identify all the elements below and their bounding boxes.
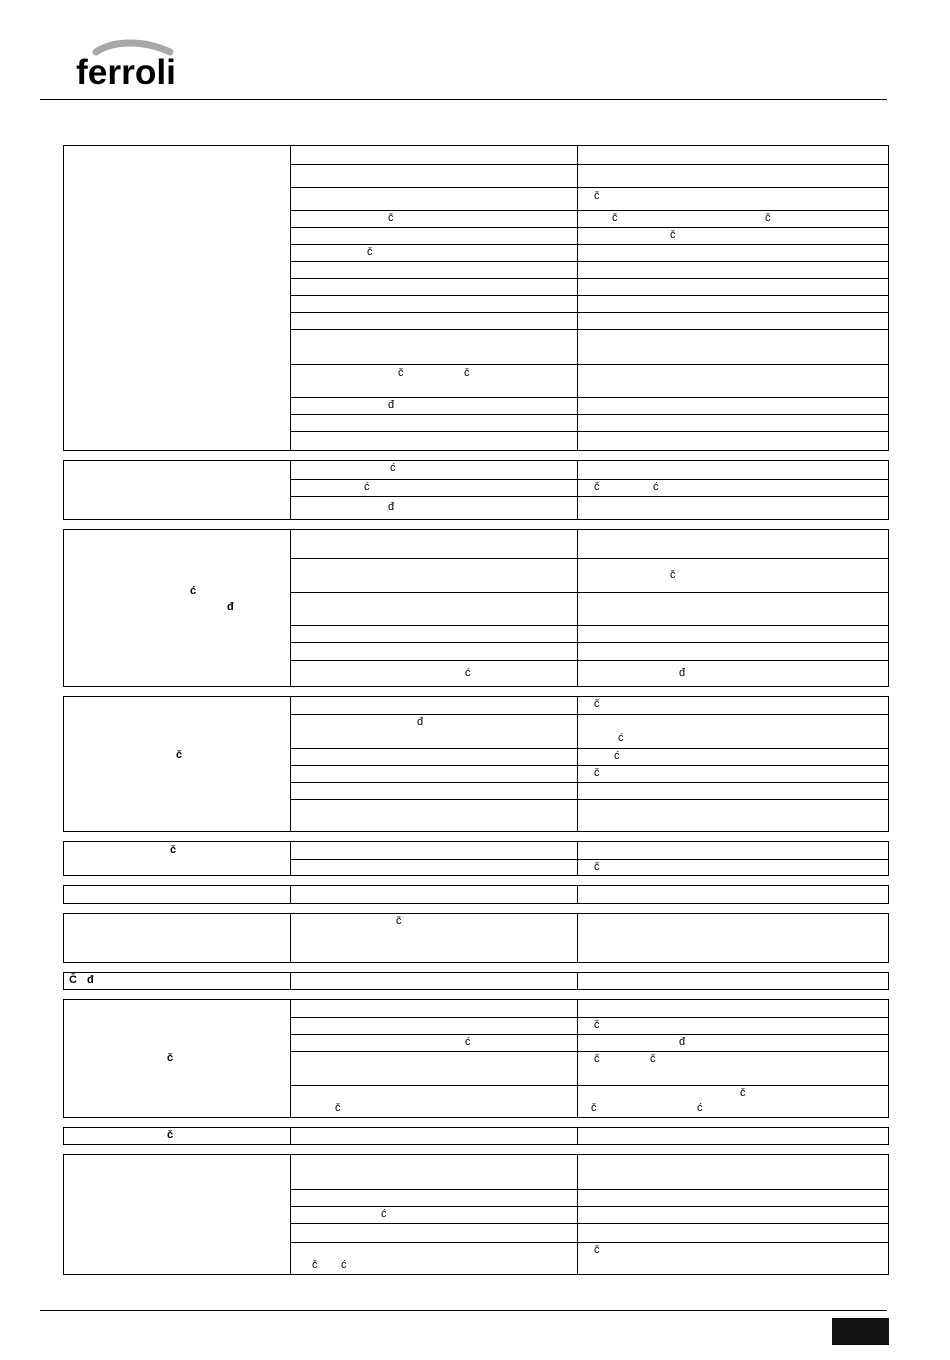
cell-text: ć [618, 732, 624, 744]
table-cell [578, 432, 888, 450]
table-cell [291, 860, 578, 875]
table-cell [578, 973, 888, 989]
cell-text: č [594, 861, 600, 873]
table-row [291, 1034, 888, 1051]
table-cell [578, 1000, 888, 1017]
table-cell [291, 415, 578, 431]
cell-text: ć [341, 1259, 347, 1271]
table-cell [578, 1190, 888, 1206]
table-cell [578, 279, 888, 295]
table-cell [291, 1018, 578, 1034]
table-cell [578, 165, 888, 187]
cell-text: ć [697, 1102, 703, 1114]
spec-section-10 [63, 1127, 889, 1145]
section-label [64, 886, 291, 903]
table-row [291, 278, 888, 295]
table-cell [291, 1086, 578, 1117]
table-cell [578, 211, 888, 227]
table-cell [578, 313, 888, 329]
table-cell [578, 415, 888, 431]
svg-text:ferroli: ferroli [76, 53, 176, 92]
table-cell [291, 330, 578, 364]
table-cell [291, 593, 578, 625]
table-cell [578, 1052, 888, 1085]
cell-text: đ [679, 667, 686, 679]
table-row [291, 592, 888, 625]
table-cell [291, 245, 578, 261]
table-cell [291, 800, 578, 831]
spec-section-2 [63, 460, 889, 520]
label-text: đ [227, 601, 234, 613]
spec-section-5 [63, 841, 889, 876]
table-cell [578, 1128, 888, 1144]
table-row [291, 886, 888, 903]
table-row [291, 227, 888, 244]
table-cell [578, 296, 888, 312]
label-text: Č [69, 974, 77, 986]
table-cell [291, 165, 578, 187]
cell-text: đ [388, 501, 395, 513]
table-cell [578, 886, 888, 903]
table-row [291, 364, 888, 397]
cell-text: č [740, 1087, 746, 1099]
table-row [291, 1000, 888, 1017]
table-cell [578, 860, 888, 875]
table-row [291, 782, 888, 799]
cell-text: č [388, 212, 394, 224]
table-cell [578, 1155, 888, 1189]
table-row [291, 1085, 888, 1117]
table-row [291, 765, 888, 782]
table-cell [291, 398, 578, 414]
section-label [64, 530, 291, 686]
table-cell [578, 365, 888, 397]
table-cell [291, 1243, 578, 1274]
section-label [64, 914, 291, 962]
cell-text: ć [390, 462, 396, 474]
label-text: č [170, 844, 177, 856]
table-row [291, 146, 888, 164]
table-cell [291, 188, 578, 210]
table-cell [578, 228, 888, 244]
cell-text: ć [465, 667, 471, 679]
table-cell [291, 497, 578, 519]
table-cell [578, 914, 888, 962]
table-cell [578, 262, 888, 278]
table-cell [291, 715, 578, 748]
page-number-tab [832, 1318, 889, 1345]
table-cell [578, 497, 888, 519]
table-cell [578, 1243, 888, 1274]
ferroli-logo [74, 38, 184, 94]
table-cell [291, 279, 578, 295]
cell-text: ć [364, 481, 370, 493]
label-text: č [167, 1052, 174, 1064]
table-row [291, 1223, 888, 1242]
label-text: đ [87, 974, 94, 986]
table-cell [291, 886, 578, 903]
spec-section-9 [63, 999, 889, 1118]
cell-text: ć [381, 1208, 387, 1220]
table-cell [291, 480, 578, 496]
table-cell [291, 1155, 578, 1189]
table-row [291, 1155, 888, 1189]
table-cell [291, 1052, 578, 1085]
section-label [64, 973, 291, 989]
table-cell [291, 1207, 578, 1223]
table-cell [578, 800, 888, 831]
cell-text: č [612, 212, 618, 224]
table-cell [578, 330, 888, 364]
cell-text: č [650, 1053, 656, 1065]
cell-text: č [396, 915, 402, 927]
table-row [291, 261, 888, 278]
cell-text: č [312, 1259, 318, 1271]
table-row [291, 748, 888, 765]
table-cell [578, 1207, 888, 1223]
spec-section-8 [63, 972, 889, 990]
table-cell [291, 914, 578, 962]
cell-text: č [367, 246, 373, 258]
cell-text: đ [679, 1036, 686, 1048]
cell-text: č [670, 569, 676, 581]
section-label [64, 842, 291, 875]
label-text: č [176, 749, 183, 761]
spec-section-11 [63, 1154, 889, 1275]
table-row [291, 697, 888, 714]
table-row [291, 329, 888, 364]
table-row [291, 1017, 888, 1034]
table-cell [578, 749, 888, 765]
table-cell [578, 480, 888, 496]
table-row [291, 530, 888, 558]
table-row [291, 558, 888, 592]
table-row [291, 496, 888, 519]
table-row [291, 187, 888, 210]
table-row [291, 625, 888, 642]
table-cell [291, 783, 578, 799]
table-row [291, 397, 888, 414]
table-row [291, 461, 888, 479]
table-cell [291, 211, 578, 227]
table-cell [291, 643, 578, 660]
cell-text: đ [417, 716, 424, 728]
cell-text: č [594, 190, 600, 202]
table-cell [291, 1035, 578, 1051]
table-cell [291, 842, 578, 859]
table-cell [291, 626, 578, 642]
table-row [291, 859, 888, 875]
table-row [291, 164, 888, 187]
cell-text: č [765, 212, 771, 224]
table-cell [578, 697, 888, 714]
table-cell [291, 461, 578, 479]
table-cell [578, 842, 888, 859]
table-cell [578, 783, 888, 799]
table-cell [291, 228, 578, 244]
cell-text: č [594, 1053, 600, 1065]
table-row [291, 295, 888, 312]
table-cell [291, 973, 578, 989]
table-cell [578, 530, 888, 558]
section-label [64, 697, 291, 831]
table-row [291, 312, 888, 329]
table-row [291, 210, 888, 227]
cell-text: č [670, 229, 676, 241]
table-cell [291, 697, 578, 714]
spec-section-3 [63, 529, 889, 687]
table-cell [291, 1000, 578, 1017]
table-row [291, 414, 888, 431]
table-cell [291, 313, 578, 329]
table-row [291, 431, 888, 450]
label-text: ć [190, 585, 197, 597]
section-label [64, 146, 291, 450]
table-cell [578, 245, 888, 261]
table-cell [578, 1035, 888, 1051]
table-cell [578, 766, 888, 782]
cell-text: ć [653, 481, 659, 493]
cell-text: č [591, 1102, 597, 1114]
table-cell [578, 661, 888, 686]
cell-text: č [594, 767, 600, 779]
table-row [291, 1206, 888, 1223]
label-text: č [167, 1129, 174, 1141]
table-cell [291, 1190, 578, 1206]
footer-rule [40, 1310, 887, 1311]
table-row [291, 799, 888, 831]
cell-text: č [335, 1102, 341, 1114]
table-cell [291, 559, 578, 592]
table-cell [578, 1086, 888, 1117]
cell-text: ć [614, 750, 620, 762]
table-cell [578, 559, 888, 592]
table-row [291, 244, 888, 261]
table-cell [291, 365, 578, 397]
spec-section-7 [63, 913, 889, 963]
table-row [291, 1242, 888, 1274]
table-cell [578, 593, 888, 625]
spec-section-6 [63, 885, 889, 904]
cell-text: č [594, 481, 600, 493]
table-cell [578, 1018, 888, 1034]
table-row [291, 660, 888, 686]
section-label [64, 1155, 291, 1274]
table-cell [578, 146, 888, 164]
cell-text: ć [465, 1036, 471, 1048]
table-cell [291, 530, 578, 558]
section-label [64, 1128, 291, 1144]
table-cell [291, 749, 578, 765]
cell-text: č [398, 367, 404, 379]
table-row [291, 973, 888, 989]
table-cell [578, 1224, 888, 1242]
cell-text: č [594, 698, 600, 710]
cell-text: đ [388, 399, 395, 411]
cell-text: č [464, 367, 470, 379]
table-cell [578, 626, 888, 642]
section-label [64, 1000, 291, 1117]
table-row [291, 714, 888, 748]
cell-text: č [594, 1244, 600, 1256]
table-cell [291, 766, 578, 782]
spec-section-1 [63, 145, 889, 451]
table-row [291, 1128, 888, 1144]
table-cell [578, 715, 888, 748]
table-row [291, 479, 888, 496]
table-cell [291, 296, 578, 312]
table-cell [291, 1128, 578, 1144]
table-row [291, 1051, 888, 1085]
table-cell [578, 398, 888, 414]
table-cell [578, 461, 888, 479]
header-rule [40, 99, 887, 100]
spec-section-4 [63, 696, 889, 832]
cell-text: č [594, 1019, 600, 1031]
table-row [291, 842, 888, 859]
table-cell [291, 1224, 578, 1242]
section-label [64, 461, 291, 519]
table-cell [291, 146, 578, 164]
table-cell [578, 643, 888, 660]
table-row [291, 914, 888, 962]
table-row [291, 1189, 888, 1206]
table-cell [291, 262, 578, 278]
table-row [291, 642, 888, 660]
table-cell [291, 661, 578, 686]
table-cell [578, 188, 888, 210]
table-cell [291, 432, 578, 450]
